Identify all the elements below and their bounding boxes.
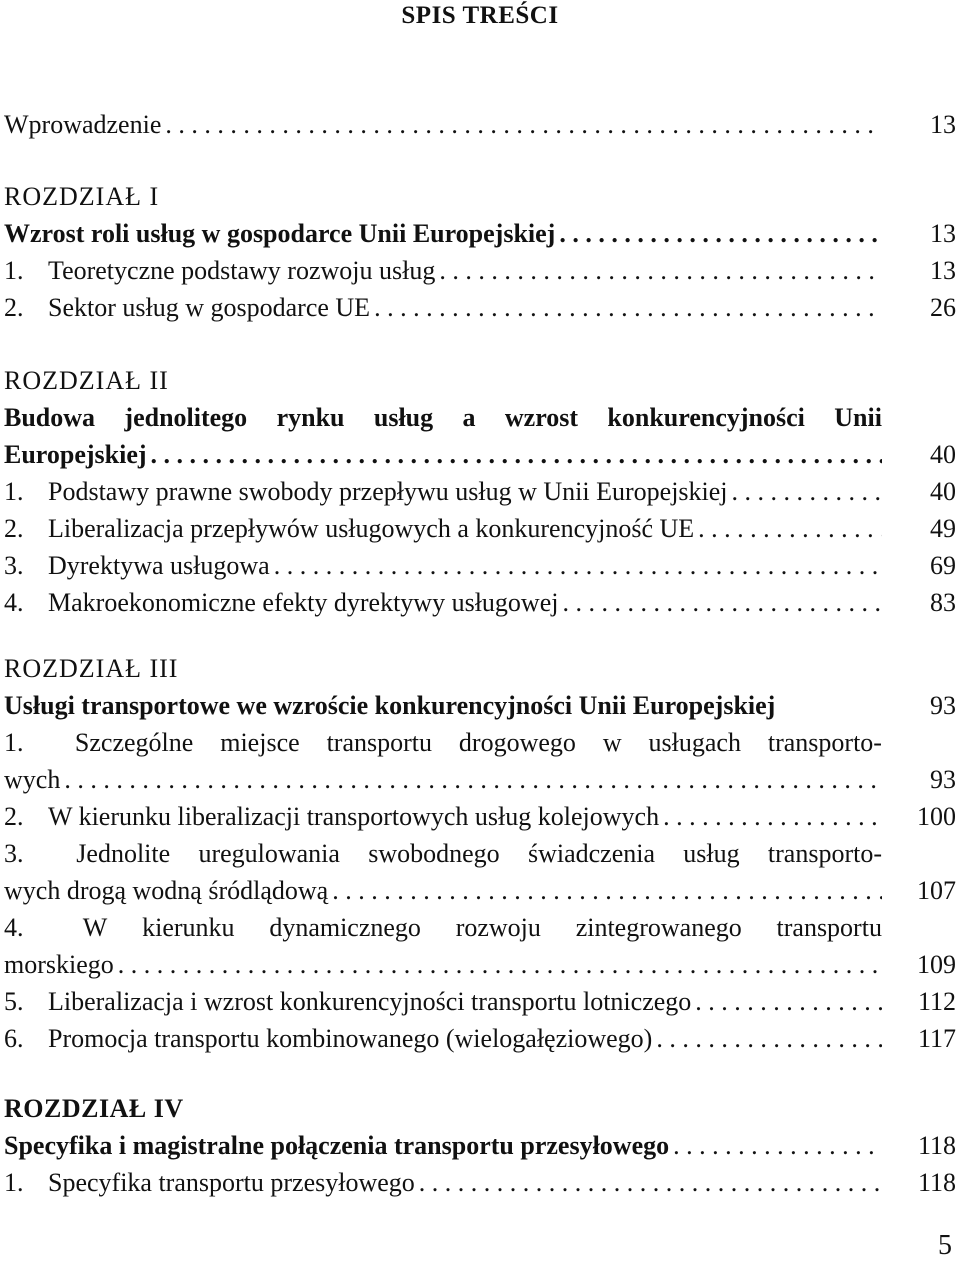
entry-page: 13 xyxy=(930,256,956,285)
toc-entry-line2[interactable] xyxy=(0,872,960,909)
chapter-label: ROZDZIAŁ III xyxy=(4,654,179,683)
entry-word: w xyxy=(602,728,622,757)
leader-dots xyxy=(562,584,882,621)
entry-word: transportu xyxy=(776,913,882,942)
entry-number: 3. xyxy=(4,551,24,580)
entry-text: W kierunku liberalizacji transportowych usług kolejowych xyxy=(48,802,660,831)
entry-page: 107 xyxy=(917,876,956,905)
entry-page: 100 xyxy=(917,802,956,831)
chapter-2 xyxy=(0,362,960,621)
entry-word: transporto- xyxy=(767,728,882,757)
entry-word: swobodnego xyxy=(368,839,500,868)
chapter-4 xyxy=(0,1090,960,1201)
entry-word: zintegrowanego xyxy=(575,913,742,942)
leader-dots xyxy=(673,1127,882,1164)
toc-entry-line1[interactable] xyxy=(0,724,882,761)
entry-text: Liberalizacja i wzrost konkurencyjności transportu lotniczego xyxy=(48,987,692,1016)
toc-entry-line1[interactable] xyxy=(0,909,882,946)
entry-word: dynamicznego xyxy=(269,913,421,942)
entry-text: Wzrost roli usług w gospodarce Unii Europejskiej xyxy=(4,219,556,248)
entry-text: Wprowadzenie xyxy=(4,110,162,139)
entry-text: morskiego xyxy=(4,950,114,979)
leader-dots xyxy=(732,473,882,510)
leader-dots xyxy=(698,510,882,547)
chapter-heading[interactable] xyxy=(0,1127,960,1164)
chapter-1 xyxy=(0,178,960,326)
entry-text: Specyfika transportu przesyłowego xyxy=(48,1168,415,1197)
entry-number: 4. xyxy=(4,913,24,942)
entry-text: Podstawy prawne swobody przepływu usług w Unii Europejskiej xyxy=(48,477,728,506)
leader-dots xyxy=(439,252,882,289)
entry-text: Usługi transportowe we wzroście konkurencyjności Unii Europejskiej xyxy=(4,691,776,720)
entry-number: 1. xyxy=(4,1168,24,1197)
entry-word: Jednolite xyxy=(76,839,171,868)
leader-dots xyxy=(656,1020,882,1057)
entry-word: Szczególne xyxy=(74,728,194,757)
entry-number: 5. xyxy=(4,987,24,1016)
entry-page: 40 xyxy=(930,440,956,469)
toc-entry[interactable] xyxy=(0,1020,960,1057)
entry-text: Sektor usług w gospodarce UE xyxy=(48,293,371,322)
toc-entry[interactable] xyxy=(0,473,960,510)
toc-entry[interactable] xyxy=(0,106,960,143)
entry-text: Europejskiej xyxy=(4,440,147,469)
entry-word: usług xyxy=(683,839,740,868)
entry-word: usługach xyxy=(648,728,741,757)
entry-word: kierunku xyxy=(142,913,235,942)
entry-number: 3. xyxy=(4,839,24,868)
entry-word: rozwoju xyxy=(455,913,541,942)
heading-word: Unii xyxy=(834,403,882,432)
entry-word: transportu xyxy=(326,728,432,757)
heading-word: a xyxy=(462,403,476,432)
leader-dots xyxy=(165,106,882,143)
entry-word: drogowego xyxy=(458,728,576,757)
entry-number: 1. xyxy=(4,256,24,285)
leader-dots xyxy=(559,215,882,252)
entry-number: 2. xyxy=(4,514,24,543)
entry-page: 117 xyxy=(917,1024,956,1053)
entry-word: W xyxy=(82,913,108,942)
entry-page: 109 xyxy=(917,950,956,979)
entry-page: 13 xyxy=(930,219,956,248)
entry-number: 1. xyxy=(4,728,24,757)
leader-dots xyxy=(118,946,882,983)
leader-dots xyxy=(151,436,882,473)
toc-entry[interactable] xyxy=(0,983,960,1020)
toc-entry[interactable] xyxy=(0,252,960,289)
entry-word: uregulowania xyxy=(198,839,340,868)
toc-entry[interactable] xyxy=(0,1164,960,1201)
entry-page: 93 xyxy=(930,765,956,794)
toc-entry[interactable] xyxy=(0,547,960,584)
toc-entry[interactable] xyxy=(0,798,960,835)
entry-text: wych drogą wodną śródlądową xyxy=(4,876,329,905)
entry-page: 26 xyxy=(930,293,956,322)
entry-word: świadczenia xyxy=(527,839,655,868)
entry-page: 49 xyxy=(930,514,956,543)
leader-dots xyxy=(374,289,882,326)
entry-text: Specyfika i magistralne połączenia transportu przesyłowego xyxy=(4,1131,670,1160)
heading-word: jednolitego xyxy=(124,403,248,432)
chapter-label: ROZDZIAŁ I xyxy=(4,182,160,211)
entry-page: 118 xyxy=(917,1131,956,1160)
chapter-heading[interactable] xyxy=(0,687,960,724)
leader-dots xyxy=(64,761,882,798)
toc-entry[interactable] xyxy=(0,510,960,547)
entry-text: Promocja transportu kombinowanego (wielogałęziowego) xyxy=(48,1024,653,1053)
leader-dots xyxy=(663,798,882,835)
entry-number: 6. xyxy=(4,1024,24,1053)
entry-page: 118 xyxy=(917,1168,956,1197)
entry-number: 2. xyxy=(4,293,24,322)
toc-entry[interactable] xyxy=(0,289,960,326)
entry-text: Dyrektywa usługowa xyxy=(48,551,270,580)
chapter-heading[interactable] xyxy=(0,215,960,252)
heading-word: usług xyxy=(373,403,434,432)
chapter-label: ROZDZIAŁ IV xyxy=(4,1094,184,1123)
entry-page: 83 xyxy=(930,588,956,617)
entry-word: miejsce xyxy=(220,728,300,757)
toc-intro xyxy=(0,106,960,143)
page-title: SPIS TREŚCI xyxy=(401,2,559,29)
entry-text: wych xyxy=(4,765,61,794)
toc-entry-line1[interactable] xyxy=(0,835,882,872)
leader-dots xyxy=(274,547,882,584)
leader-dots xyxy=(332,872,882,909)
chapter-3 xyxy=(0,650,960,1057)
entry-page: 13 xyxy=(930,110,956,139)
entry-page: 40 xyxy=(930,477,956,506)
entry-word: transporto- xyxy=(767,839,882,868)
toc-entry-line2[interactable] xyxy=(0,761,960,798)
entry-page: 69 xyxy=(930,551,956,580)
entry-number: 4. xyxy=(4,588,24,617)
entry-page: 93 xyxy=(930,691,956,720)
page-number: 5 xyxy=(938,1230,952,1261)
chapter-heading-line1[interactable] xyxy=(0,399,882,436)
entry-page: 112 xyxy=(917,987,956,1016)
heading-word: Budowa xyxy=(4,403,96,432)
entry-text: Teoretyczne podstawy rozwoju usług xyxy=(48,256,436,285)
entry-number: 1. xyxy=(4,477,24,506)
entry-text: Liberalizacja przepływów usługowych a konkurencyjność UE xyxy=(48,514,695,543)
chapter-label: ROZDZIAŁ II xyxy=(4,366,169,395)
leader-dots xyxy=(419,1164,882,1201)
heading-word: wzrost xyxy=(504,403,579,432)
entry-number: 2. xyxy=(4,802,24,831)
entry-text: Makroekonomiczne efekty dyrektywy usługowej xyxy=(48,588,559,617)
toc-entry-line2[interactable] xyxy=(0,946,960,983)
leader-dots xyxy=(695,983,882,1020)
heading-word: konkurencyjności xyxy=(607,403,805,432)
chapter-heading-line2[interactable] xyxy=(0,436,960,473)
toc-entry[interactable] xyxy=(0,584,960,621)
heading-word: rynku xyxy=(276,403,345,432)
